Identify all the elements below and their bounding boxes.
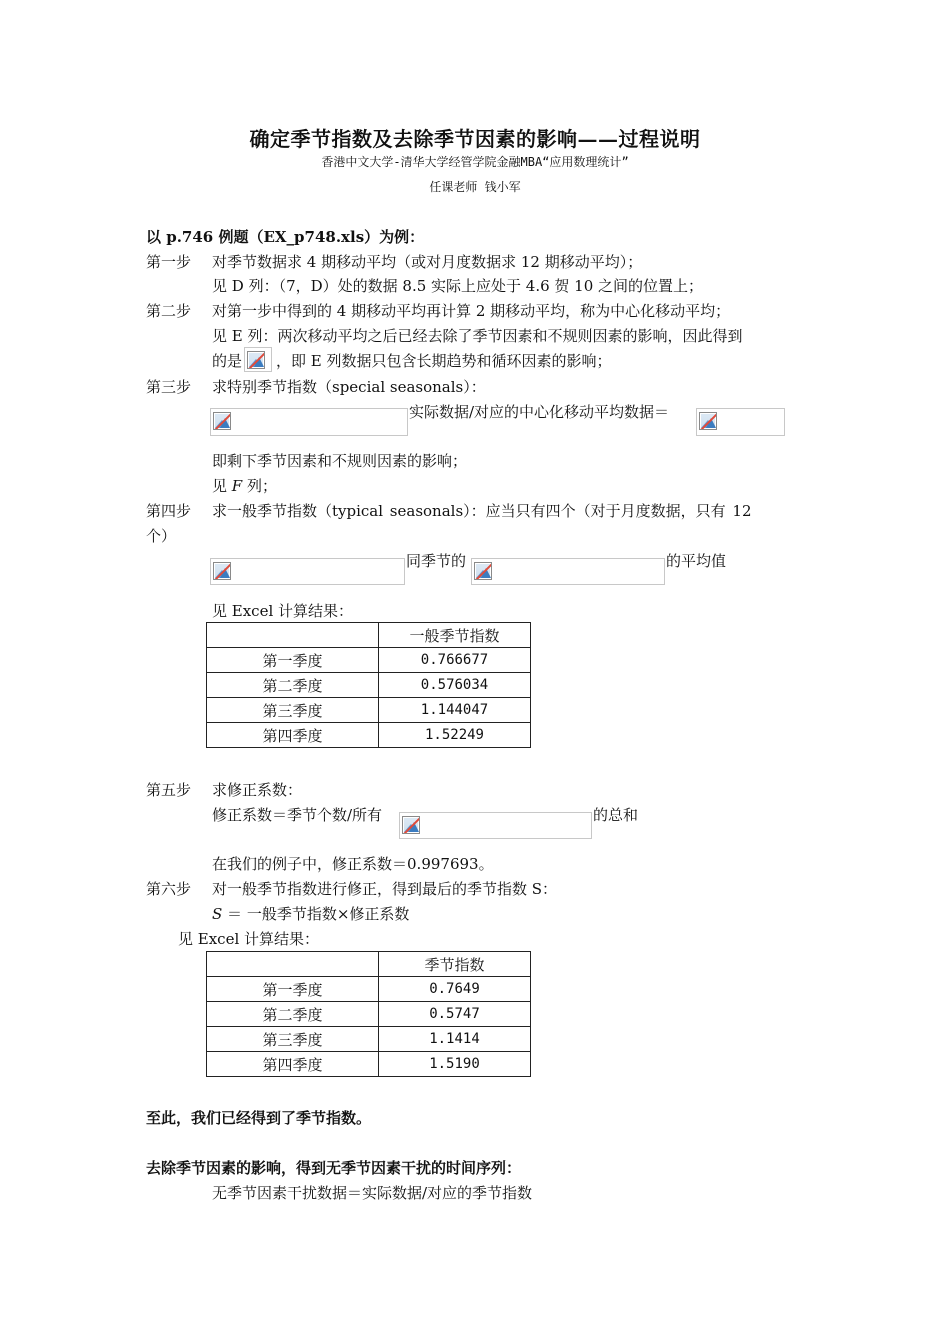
broken-image-icon bbox=[213, 562, 231, 580]
step4-text-cont: 个） bbox=[146, 527, 177, 545]
formula-image bbox=[210, 408, 408, 436]
typical-seasonals-table bbox=[206, 622, 531, 748]
formula-image bbox=[244, 347, 272, 372]
table-cell: 0.5747 bbox=[379, 1002, 531, 1027]
teacher-line: 任课老师 钱小军 bbox=[429, 180, 521, 194]
broken-image-icon bbox=[247, 351, 265, 369]
step3-note2-a: 见 bbox=[212, 477, 232, 495]
table-header-row bbox=[207, 623, 531, 648]
table-cell: 第二季度 bbox=[207, 1002, 379, 1027]
table-cell: 1.5190 bbox=[379, 1052, 531, 1077]
step3-note1: 即剩下季节因素和不规则因素的影响； bbox=[212, 452, 468, 470]
step5-label: 第五步 bbox=[146, 781, 192, 799]
step6-formula-rest: ＝ 一般季节指数×修正系数 bbox=[222, 905, 410, 923]
step6-see: 见 Excel 计算结果： bbox=[178, 930, 320, 948]
deseason-heading: 去除季节因素的影响，得到无季节因素干扰的时间序列： bbox=[146, 1159, 522, 1177]
formula-image bbox=[399, 812, 592, 839]
broken-image-icon bbox=[699, 412, 717, 430]
step4-text: 求一般季节指数（typical seasonals）：应当只有四个（对于月度数据，只有 12 bbox=[212, 502, 752, 520]
step3-text: 求特别季节指数（special seasonals）： bbox=[212, 378, 486, 396]
step6-formula bbox=[212, 904, 409, 924]
table-cell: 第四季度 bbox=[207, 723, 379, 748]
formula-image bbox=[471, 558, 665, 585]
formula-image bbox=[210, 558, 405, 585]
step3-note2-col: F bbox=[231, 477, 243, 495]
table-row bbox=[207, 673, 531, 698]
step4-formula-end: 的平均值 bbox=[666, 552, 727, 570]
table-header-row bbox=[207, 952, 531, 977]
formula-image bbox=[696, 408, 785, 436]
table-cell: 1.1414 bbox=[379, 1027, 531, 1052]
table-cell: 0.7649 bbox=[379, 977, 531, 1002]
table-cell: 第三季度 bbox=[207, 698, 379, 723]
table-cell: 1.52249 bbox=[379, 723, 531, 748]
step1-label: 第一步 bbox=[146, 253, 192, 271]
conclusion-line: 至此，我们已经得到了季节指数。 bbox=[146, 1109, 372, 1127]
broken-image-icon bbox=[213, 412, 231, 430]
step3-note2 bbox=[212, 476, 277, 496]
step2-note1: 见 E 列：两次移动平均之后已经去除了季节因素和不规则因素的影响，因此得到 bbox=[212, 327, 743, 345]
broken-image-icon bbox=[474, 562, 492, 580]
step5-example: 在我们的例子中，修正系数＝0.997693。 bbox=[212, 855, 494, 873]
step1-note: 见 D 列：（7，D）处的数据 8.5 实际上应处于 4.6 贺 10 之间的位置上； bbox=[212, 277, 704, 295]
step4-see: 见 Excel 计算结果： bbox=[212, 602, 354, 620]
table-cell: 1.144047 bbox=[379, 698, 531, 723]
table-cell: 0.576034 bbox=[379, 673, 531, 698]
table-row bbox=[207, 1002, 531, 1027]
table-cell: 第一季度 bbox=[207, 977, 379, 1002]
step2-note2b: ，即 E 列数据只包含长期趋势和循环因素的影响； bbox=[276, 352, 612, 370]
course-subtitle: 香港中文大学-清华大学经管学院金融MBA“应用数理统计” bbox=[321, 155, 629, 169]
step6-text: 对一般季节指数进行修正，得到最后的季节指数 S： bbox=[212, 880, 558, 898]
step5-formula-b: 的总和 bbox=[593, 806, 639, 824]
table-row bbox=[207, 1027, 531, 1052]
broken-image-icon bbox=[402, 816, 420, 834]
step2-note2a: 的是 bbox=[212, 352, 243, 370]
step4-label: 第四步 bbox=[146, 502, 192, 520]
table-row bbox=[207, 648, 531, 673]
table-cell: 第四季度 bbox=[207, 1052, 379, 1077]
deseason-formula: 无季节因素干扰数据＝实际数据/对应的季节指数 bbox=[212, 1184, 533, 1202]
table-cell: 第二季度 bbox=[207, 673, 379, 698]
step4-formula-mid: 同季节的 bbox=[406, 552, 467, 570]
table-cell: 第一季度 bbox=[207, 648, 379, 673]
page-title: 确定季节指数及去除季节因素的影响——过程说明 bbox=[249, 127, 701, 151]
step3-label: 第三步 bbox=[146, 378, 192, 396]
intro-line: 以 p.746 例题（EX_p748.xls）为例： bbox=[146, 228, 425, 246]
step3-formula-text: 实际数据/对应的中心化移动平均数据＝ bbox=[409, 403, 670, 421]
table-cell: 0.766677 bbox=[379, 648, 531, 673]
table-cell: 第三季度 bbox=[207, 1027, 379, 1052]
table-header-cell bbox=[207, 952, 379, 977]
seasonal-index-table bbox=[206, 951, 531, 1077]
step1-text: 对季节数据求 4 期移动平均（或对月度数据求 12 期移动平均）； bbox=[212, 253, 643, 271]
table-header-cell: 一般季节指数 bbox=[379, 623, 531, 648]
step6-formula-s: S bbox=[212, 905, 223, 923]
table-row bbox=[207, 977, 531, 1002]
table-row bbox=[207, 1052, 531, 1077]
step6-label: 第六步 bbox=[146, 880, 192, 898]
step3-note2-c: 列； bbox=[242, 477, 277, 495]
table-row bbox=[207, 723, 531, 748]
step5-text: 求修正系数： bbox=[212, 781, 303, 799]
step5-formula-a: 修正系数＝季节个数/所有 bbox=[212, 806, 383, 824]
step2-label: 第二步 bbox=[146, 302, 192, 320]
step2-text: 对第一步中得到的 4 期移动平均再计算 2 期移动平均，称为中心化移动平均； bbox=[212, 302, 731, 320]
table-row bbox=[207, 698, 531, 723]
table-header-cell bbox=[207, 623, 379, 648]
table-header-cell: 季节指数 bbox=[379, 952, 531, 977]
